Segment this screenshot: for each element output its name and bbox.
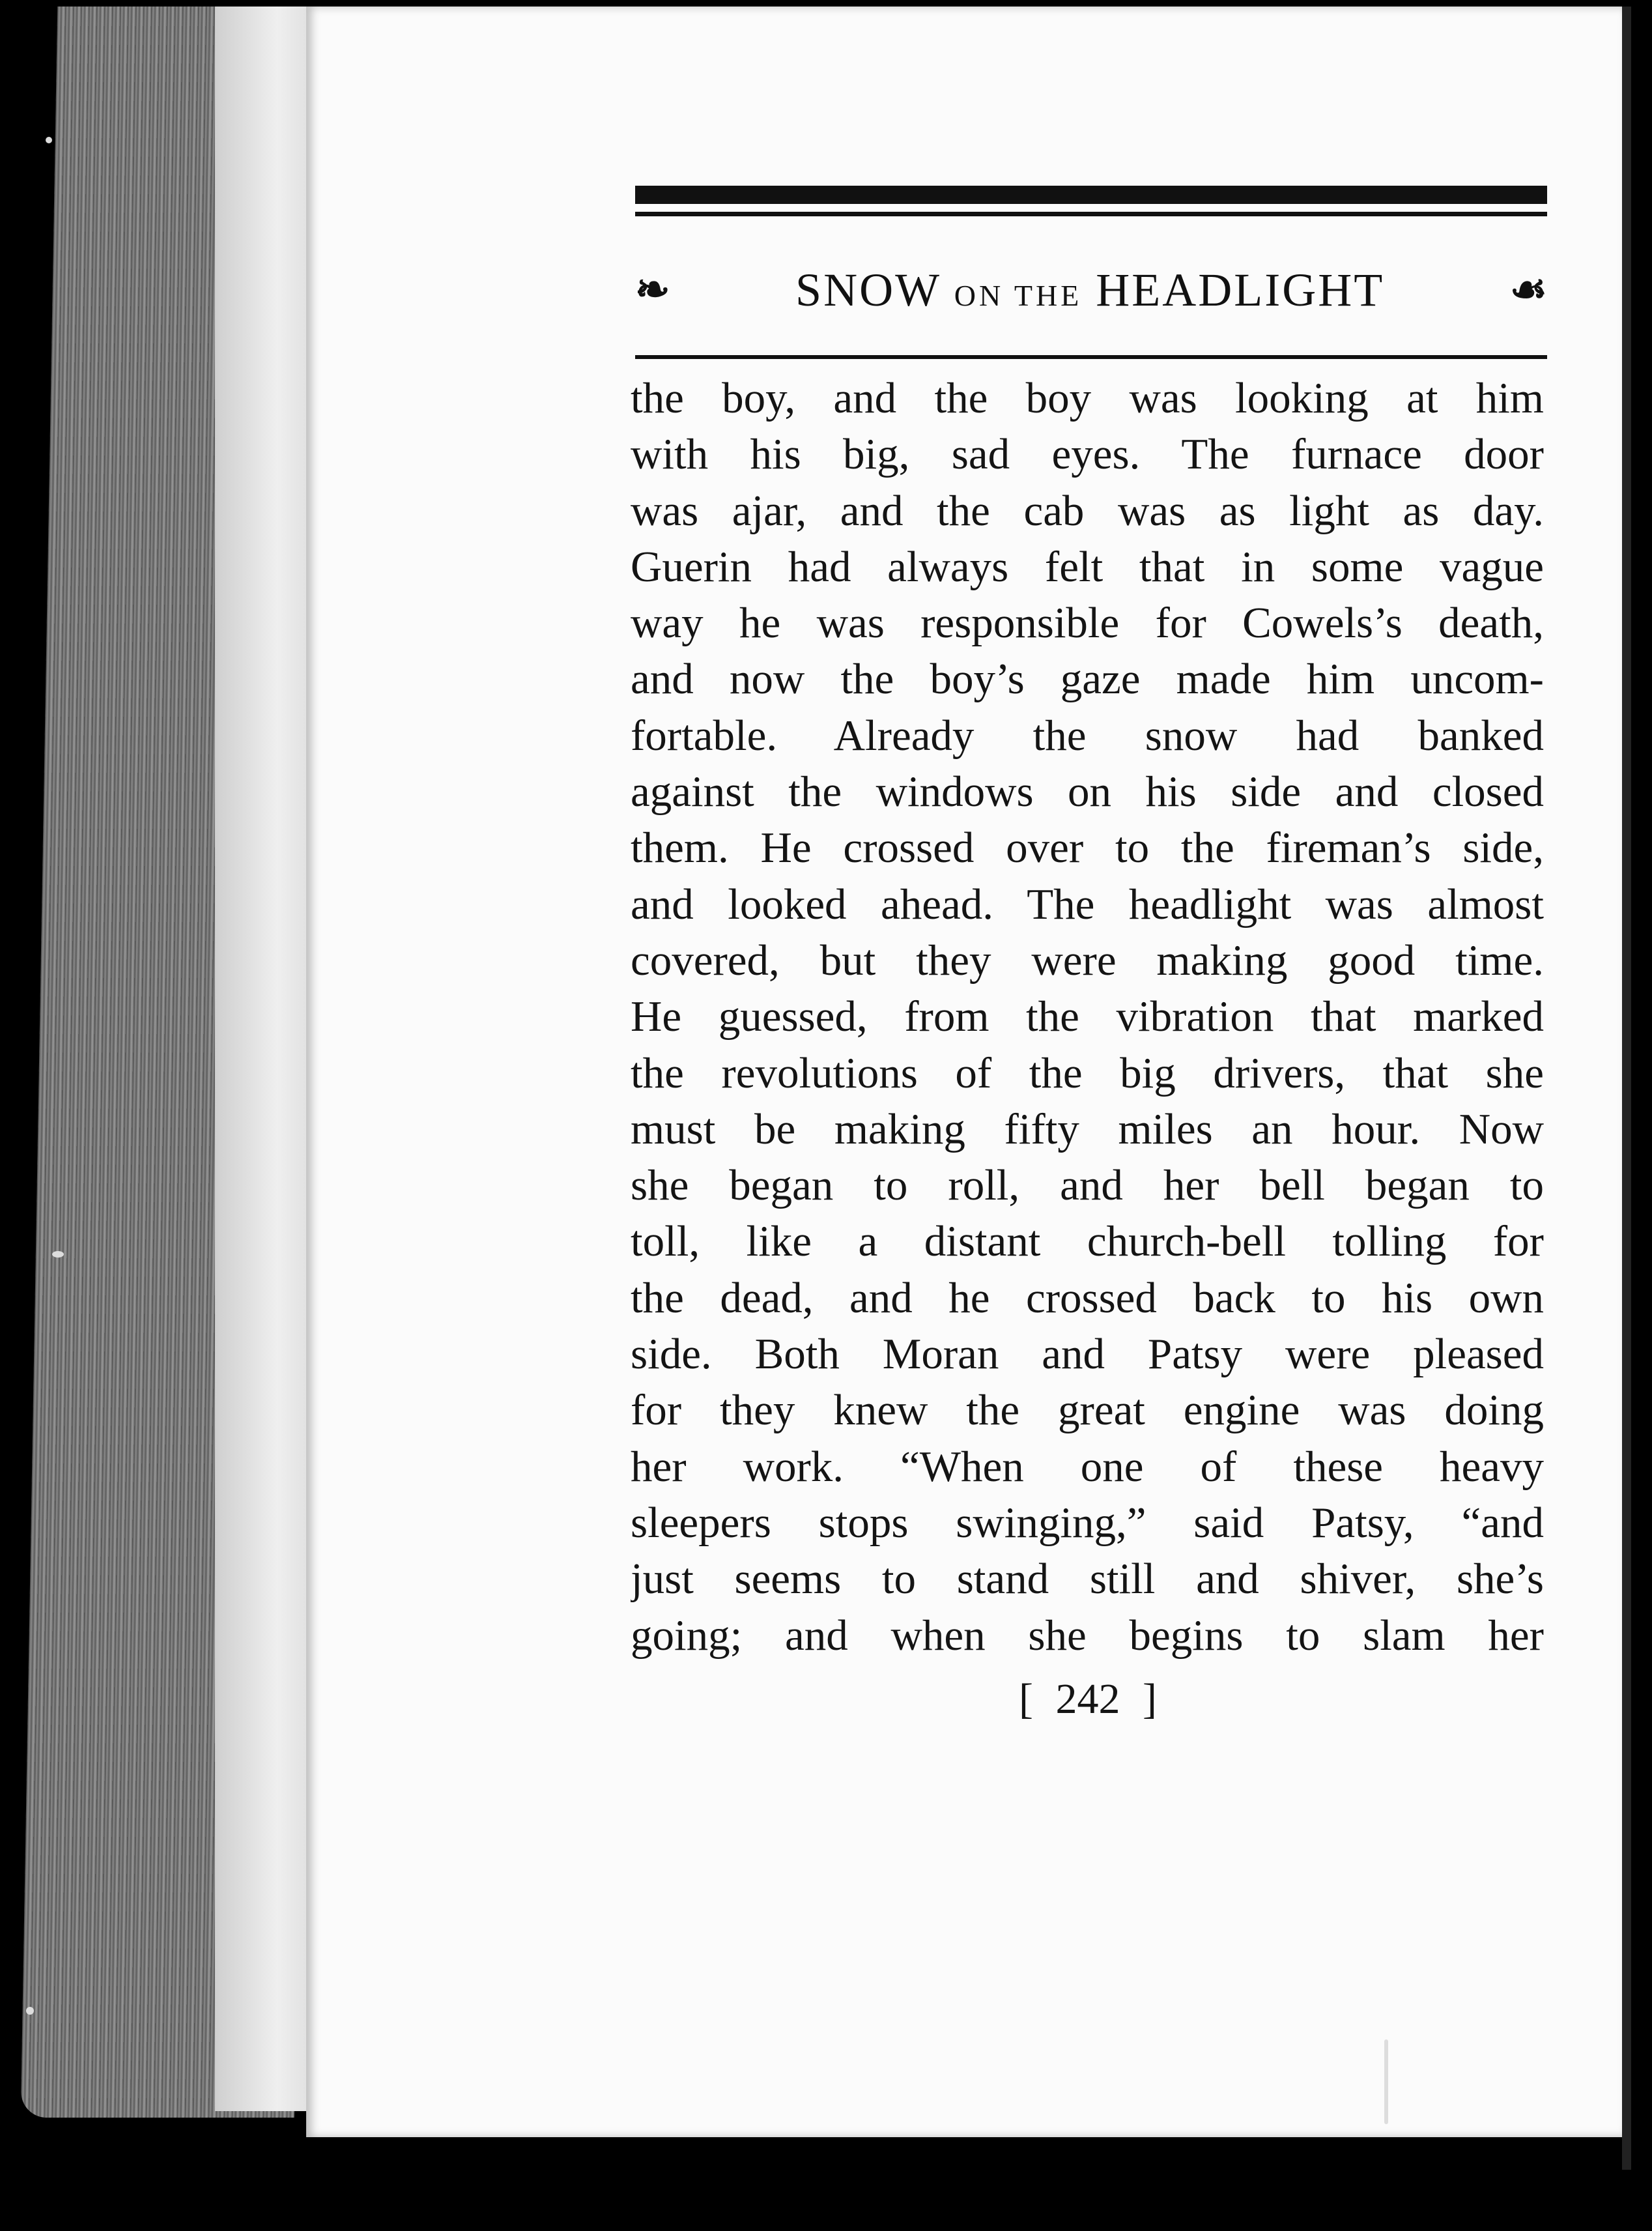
- text-line: with his big, sad eyes. The furnace door: [631, 430, 1544, 479]
- body-text: [631, 370, 1544, 1663]
- running-header: [635, 257, 1547, 323]
- text-line: side. Both Moran and Patsy were pleased: [631, 1330, 1544, 1379]
- scan-speck: [1384, 2039, 1388, 2124]
- scan-speck: [46, 137, 52, 143]
- text-line: just seems to stand still and shiver, she’s: [631, 1555, 1544, 1604]
- text-line: toll, like a distant church-bell tolling for: [631, 1217, 1544, 1266]
- running-head-title: [795, 263, 1384, 317]
- text-line: was ajar, and the cab was as light as day.: [631, 486, 1544, 535]
- text-line: covered, but they were making good time.: [631, 936, 1544, 985]
- scan-speck: [52, 1251, 64, 1258]
- page-right-shadow: [1622, 7, 1631, 2170]
- page-edges-inner: [215, 7, 319, 2111]
- ornament-right-icon: ☙: [1509, 266, 1547, 313]
- text-line: against the windows on his side and closed: [631, 768, 1544, 816]
- text-line: Guerin had always felt that in some vague: [631, 542, 1544, 591]
- ornament-left-icon: ❧: [635, 266, 670, 313]
- title-words-on-the: ON THE: [954, 278, 1083, 312]
- text-line: and now the boy’s gaze made him uncom-: [631, 655, 1544, 704]
- header-rule-bottom: [635, 355, 1547, 359]
- text-line: she began to roll, and her bell began to: [631, 1161, 1544, 1210]
- text-line: going; and when she begins to slam her: [631, 1611, 1544, 1660]
- text-line: He guessed, from the vibration that marked: [631, 992, 1544, 1041]
- text-line: way he was responsible for Cowels’s death,: [631, 599, 1544, 648]
- page-number: [ 242 ]: [1019, 1675, 1157, 1723]
- text-line: fortable. Already the snow had banked: [631, 711, 1544, 760]
- text-line: must be making fifty miles an hour. Now: [631, 1104, 1544, 1153]
- title-word-headlight: HEADLIGHT: [1096, 263, 1385, 316]
- text-line: the boy, and the boy was looking at him: [631, 374, 1544, 422]
- text-line: and looked ahead. The headlight was almost: [631, 880, 1544, 928]
- header-rule-thin: [635, 212, 1547, 216]
- header-rule-thick: [635, 186, 1547, 204]
- text-line: the revolutions of the big drivers, that she: [631, 1048, 1544, 1097]
- text-line: the dead, and he crossed back to his own: [631, 1273, 1544, 1322]
- text-line: them. He crossed over to the fireman’s side,: [631, 824, 1544, 872]
- text-line: her work. “When one of these heavy: [631, 1442, 1544, 1491]
- title-word-snow: SNOW: [795, 263, 941, 316]
- text-line: sleepers stops swinging,” said Patsy, “and: [631, 1498, 1544, 1547]
- scan-speck: [26, 2007, 34, 2015]
- text-line: for they knew the great engine was doing: [631, 1386, 1544, 1435]
